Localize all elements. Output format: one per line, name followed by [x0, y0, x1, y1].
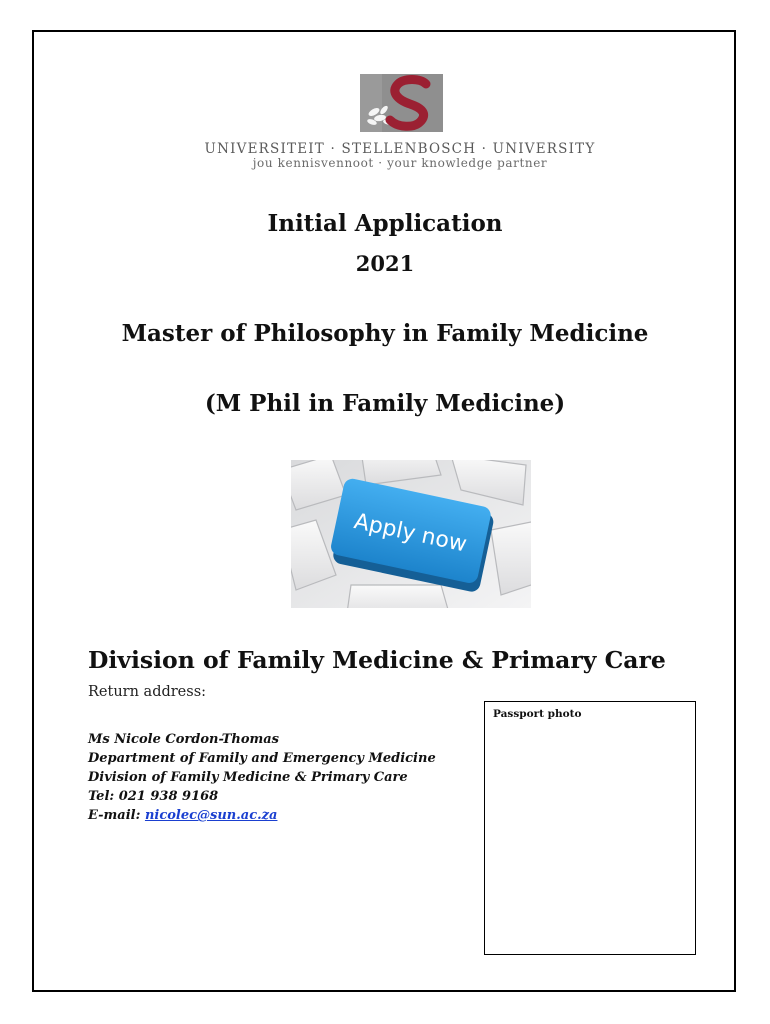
division-heading: Division of Family Medicine & Primary Care: [88, 646, 666, 674]
contact-name: Ms Nicole Cordon-Thomas: [88, 732, 279, 747]
return-address-label: Return address:: [88, 684, 207, 700]
document-title: Initial Application: [267, 210, 503, 237]
passport-photo-label: Passport photo: [493, 708, 582, 720]
contact-tel: Tel: 021 938 9168: [88, 789, 219, 804]
contact-email-line: [88, 806, 436, 825]
contact-department: Department of Family and Emergency Medicine: [88, 751, 436, 766]
university-crest-icon: [360, 74, 443, 132]
document-year: 2021: [355, 251, 415, 276]
email-link[interactable]: nicolec@sun.ac.za: [144, 808, 278, 823]
program-title: Master of Philosophy in Family Medicine: [121, 320, 649, 347]
return-address: [88, 730, 436, 825]
university-tagline: jou kennisvennoot · your knowledge partner: [252, 156, 548, 170]
apply-key-label: Apply now: [351, 509, 469, 558]
passport-photo-box: [484, 701, 696, 955]
keyboard-apply-key-icon: [291, 460, 531, 608]
email-label: E-mail:: [88, 808, 145, 823]
university-wordmark: UNIVERSITEIT · STELLENBOSCH · UNIVERSITY: [204, 141, 596, 157]
program-short-title: (M Phil in Family Medicine): [204, 390, 566, 417]
contact-division: Division of Family Medicine & Primary Care: [88, 770, 408, 785]
